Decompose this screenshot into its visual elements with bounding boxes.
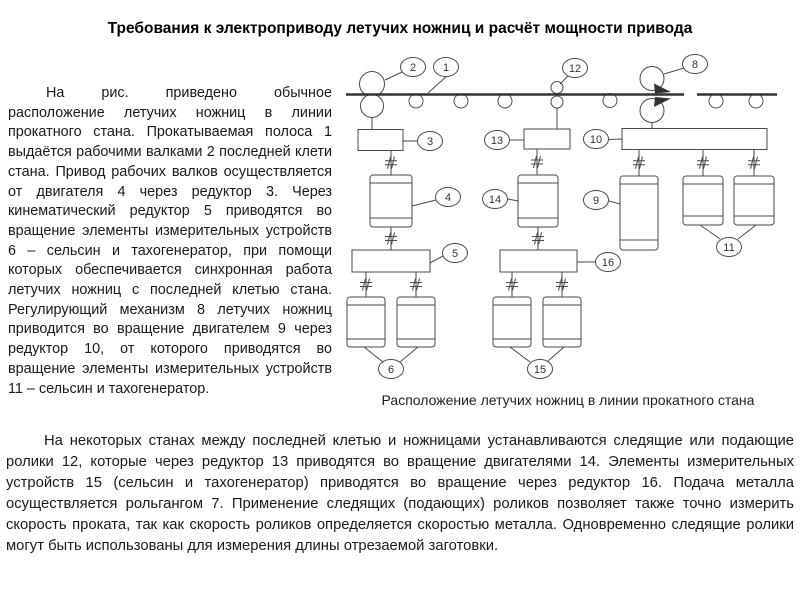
diagram-components (346, 67, 777, 363)
leader-line-10 (609, 139, 622, 140)
coupling-5-6a-hash (367, 279, 370, 291)
sensor-11-right-box (734, 176, 774, 225)
coupling-3-4-hash (388, 157, 391, 169)
coupling-4-5-hash (392, 233, 395, 245)
diagram-label-5 (443, 244, 468, 263)
sensor-11-left-box (683, 176, 723, 225)
leader-line-14 (508, 199, 518, 201)
coupling-10-9-hash (636, 157, 639, 169)
diagram-label-4 (436, 188, 461, 207)
work-roll-top (360, 72, 385, 97)
figure-caption: Расположение летучих ножниц в линии прокатного стана (381, 392, 755, 408)
label-number: 12 (568, 62, 582, 75)
leader-line-9 (609, 201, 620, 204)
rollgang-roller (709, 94, 723, 108)
rollgang-roller (498, 94, 512, 108)
page-title: Требования к электроприводу летучих ножниц и расчёт мощности привода (107, 20, 693, 37)
diagram-label-16 (596, 253, 621, 272)
diagram-label-6 (379, 360, 404, 379)
reducer-16-box (500, 250, 577, 272)
leader-line-4 (412, 200, 436, 206)
diagram-label-9 (584, 191, 609, 210)
label-number: 16 (601, 256, 615, 269)
label-number: 8 (691, 58, 699, 71)
label-number: 11 (723, 241, 735, 254)
label-number: 4 (444, 191, 452, 204)
coupling-5-6a-hash (363, 279, 366, 291)
motor-9-box (620, 176, 658, 250)
coupling-10-11a-hash (700, 157, 703, 169)
reducer-5-box (352, 250, 430, 272)
diagram-label-15 (528, 360, 553, 379)
label-number: 5 (451, 247, 459, 260)
work-roll-bottom (361, 95, 384, 118)
label-number: 15 (533, 363, 547, 376)
coupling-14-16-hash (539, 233, 542, 245)
leader-line-6a (364, 347, 383, 362)
diagram-label-10 (584, 130, 609, 149)
rollgang-roller (454, 94, 468, 108)
rollgang-roller (409, 94, 423, 108)
coupling-10-11b-hash (751, 157, 754, 169)
label-number: 10 (589, 133, 603, 146)
diagram-label-13 (485, 131, 510, 150)
coupling-13-14-hash (538, 156, 541, 168)
label-number: 9 (592, 194, 600, 207)
leader-line-11a (700, 225, 720, 239)
label-number: 1 (442, 61, 450, 74)
leader-line-6b (400, 347, 418, 362)
follower-roller-bottom (551, 96, 563, 108)
bottom-paragraph: На некоторых станах между последней клетью и ножницами устанавливаются следящие или подающие ролики 12, которые через редуктор 13 приводятся во вращение двигателями 14. Элементы измерительных устройств 15 (сельсин и тахогенератор) приводятся во вращение через редуктор 16. Подача металла осуществляется рольгангом 7. Применение следящих (подающих) роликов позволяет также точно измерить скорость проката, так как скорость роликов определяется скоростью металла. Одновременно следящие ролики могут быть использованы для измерения длины отрезаемой заготовки. (6, 433, 794, 554)
leader-line-1 (428, 76, 447, 93)
leader-line-15b (547, 347, 564, 362)
leader-line-11b (738, 225, 756, 239)
coupling-16-15b-hash (559, 279, 562, 291)
coupling-16-15a-hash (509, 279, 512, 291)
leader-line-12 (560, 76, 568, 84)
leader-line-15a (510, 347, 530, 362)
diagram-label-1 (434, 58, 459, 77)
label-number: 3 (426, 135, 434, 148)
leader-line-8 (664, 68, 684, 74)
coupling-5-6b-hash (413, 279, 416, 291)
coupling-10-9-hash (640, 157, 643, 169)
diagram-label-3 (418, 132, 443, 151)
reducer-10-box (622, 129, 767, 150)
label-number: 13 (490, 134, 504, 147)
coupling-3-4-hash (392, 157, 395, 169)
diagram-label-2 (401, 58, 426, 77)
rollgang-roller (749, 94, 763, 108)
leader-line-5 (430, 256, 443, 263)
diagram-label-11 (717, 238, 742, 257)
coupling-16-15a-hash (513, 279, 516, 291)
reducer-3-box (358, 130, 403, 151)
coupling-5-6b-hash (417, 279, 420, 291)
left-paragraph: На рис. приведено обычное расположение летучих ножниц в линии прокатного стана. Прокатываемая полоса 1 выдаётся рабочими валками 2 последней клети стана. Привод рабочих валков осуществляется от двигателя 4 через редуктор 3. Через кинематический редуктор 5 приводятся во вращение элементы измерительных устройств 6 – сельсин и тахогенератор, при помощи которых обеспечивается синхронная работа летучих ножниц с последней клетью стана. Регулирующий механизм 8 летучих ножниц приводится во вращение двигателем 9 через редуктор 10, от которого приводятся во вращение элементы измерительных устройств 11 – сельсин и тахогенератор. (8, 85, 332, 397)
label-number: 2 (409, 61, 417, 74)
coupling-10-11b-hash (755, 157, 758, 169)
leader-line-2 (385, 72, 402, 80)
diagram-label-14 (483, 190, 508, 209)
diagram-label-8 (683, 55, 708, 74)
diagram-label-12 (563, 59, 588, 78)
label-number: 14 (488, 193, 502, 206)
coupling-4-5-hash (388, 233, 391, 245)
label-number: 6 (387, 363, 395, 376)
coupling-13-14-hash (534, 156, 537, 168)
coupling-16-15b-hash (563, 279, 566, 291)
reducer-13-box (524, 129, 570, 149)
coupling-14-16-hash (535, 233, 538, 245)
kinematic-diagram (340, 52, 800, 390)
coupling-10-11a-hash (704, 157, 707, 169)
